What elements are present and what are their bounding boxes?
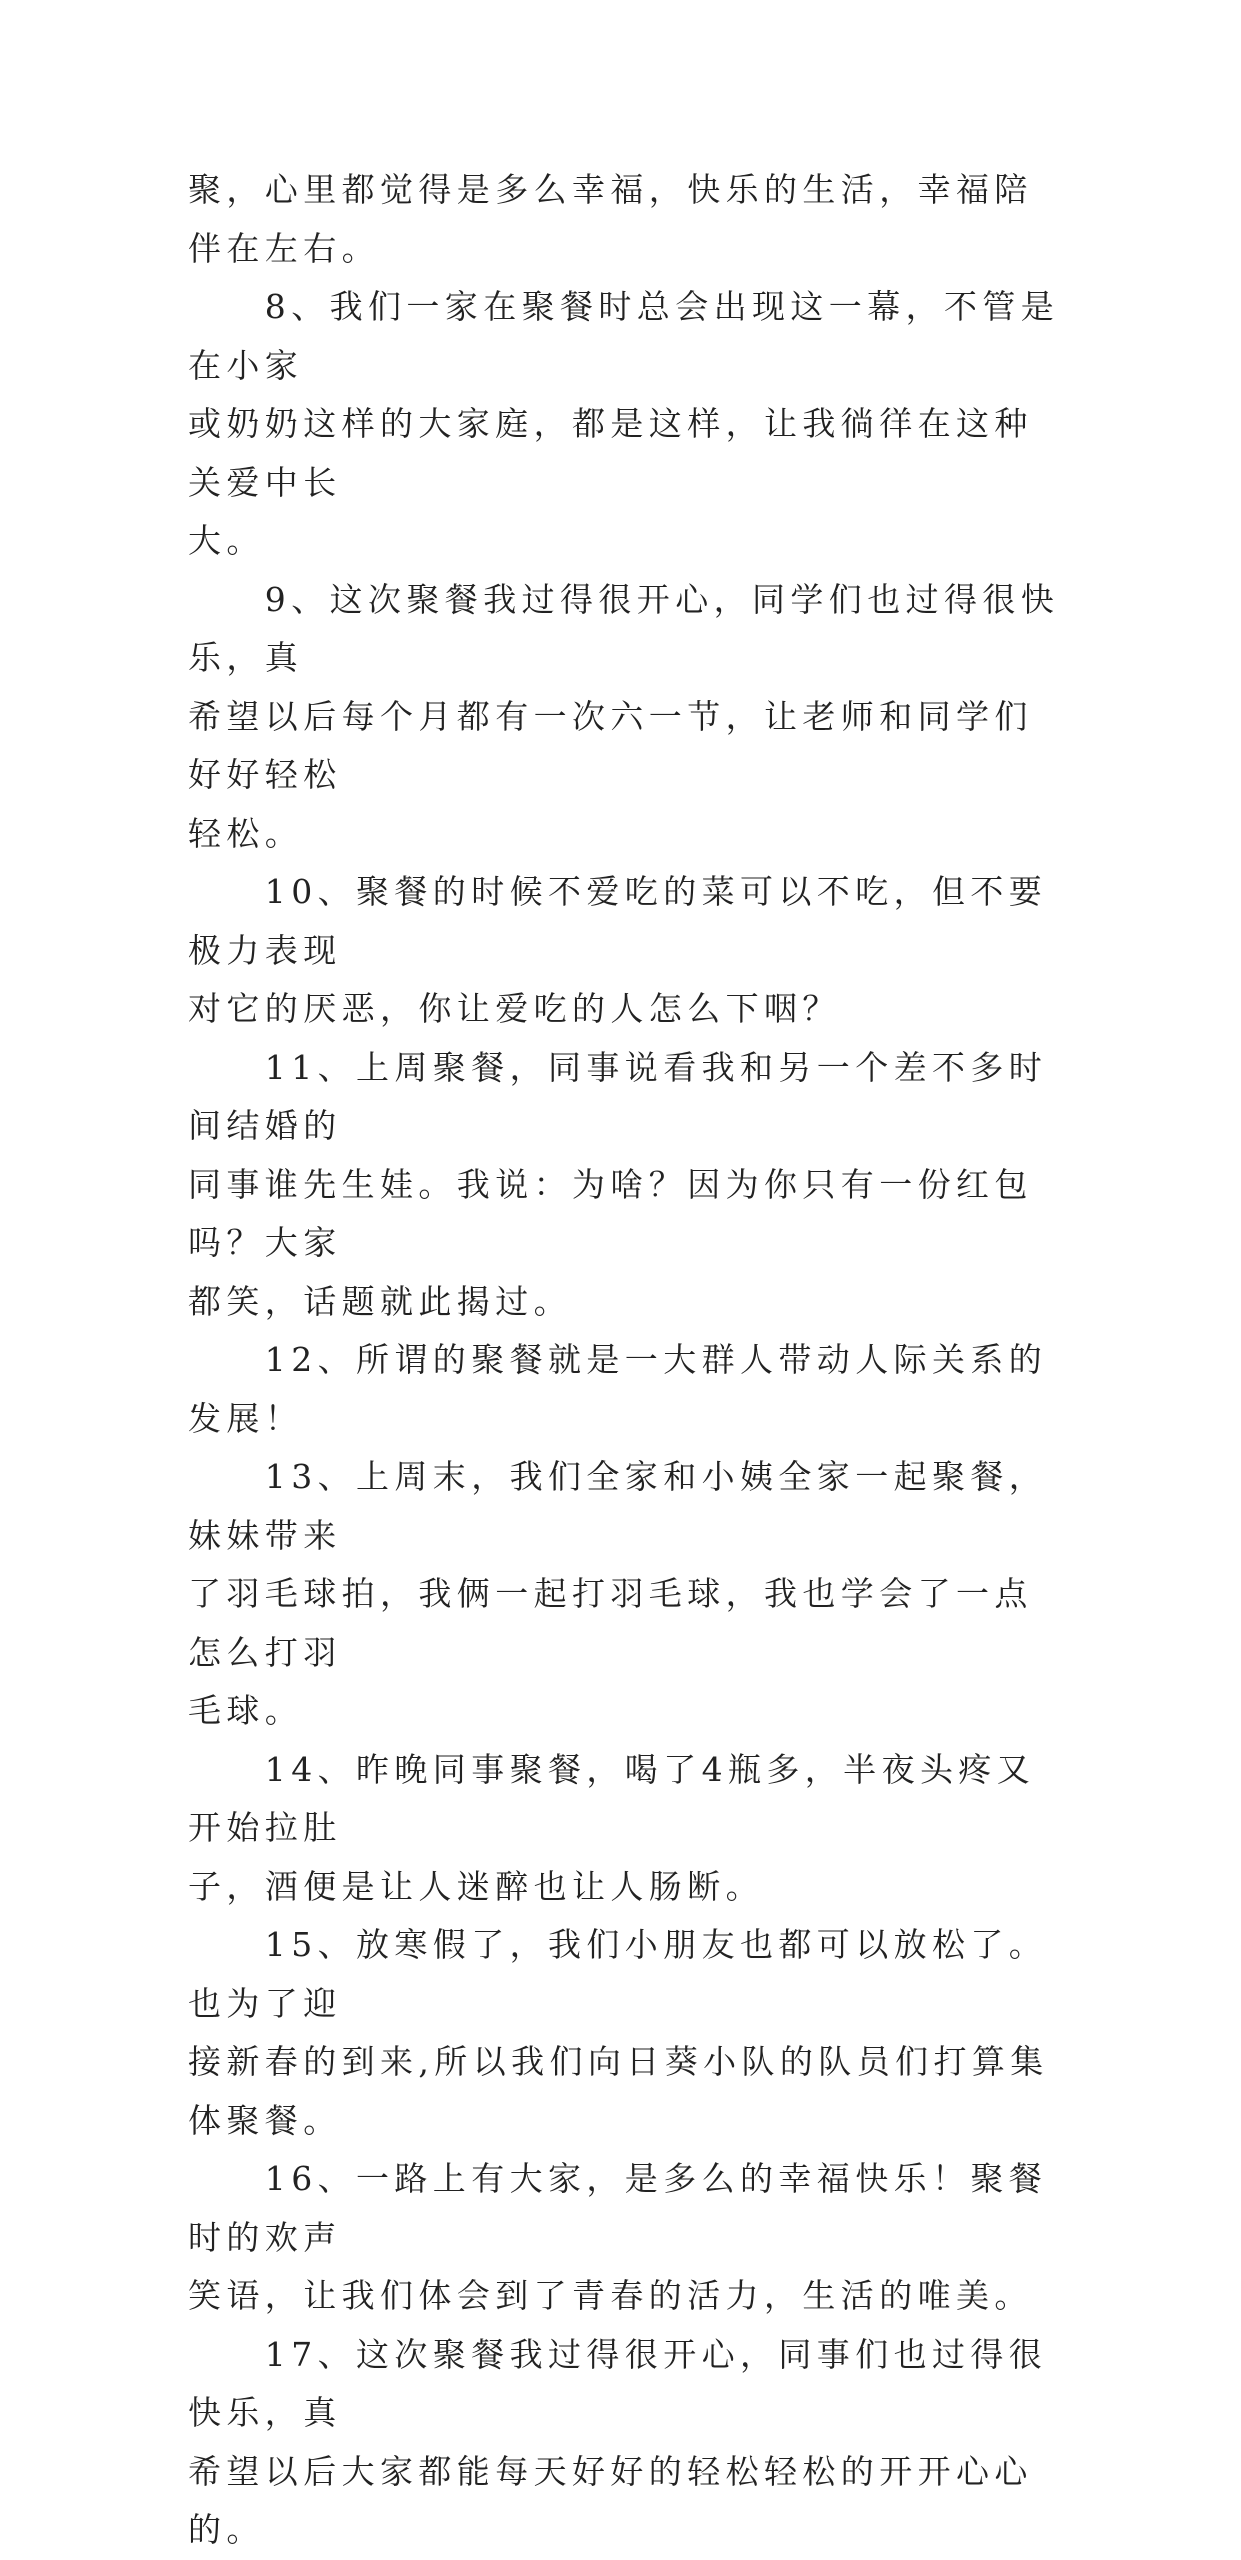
paragraph-item-8: 8、我们一家在聚餐时总会出现这一幕，不管是在小家 或奶奶这样的大家庭，都是这样，让我徜徉在这种关爱中长 大。 — [188, 287, 1060, 560]
paragraph-item-9: 9、这次聚餐我过得很开心，同学们也过得很快乐，真 希望以后每个月都有一次六一节，让老师和同学们好好轻松 轻松。 — [188, 579, 1060, 853]
paragraph-item-14: 14、昨晚同事聚餐，喝了4瓶多，半夜头疼又开始拉肚 子，酒便是让人迷醉也让人肠断。 — [188, 1749, 1036, 1906]
paragraph-item-16: 16、一路上有大家，是多么的幸福快乐！聚餐时的欢声 笑语，让我们体会到了青春的活力，生活的唯美。 — [188, 2159, 1048, 2315]
paragraph-item-10: 10、聚餐的时候不爱吃的菜可以不吃，但不要极力表现 对它的厌恶，你让爱吃的人怎么下咽？ — [188, 872, 1048, 1028]
paragraph-item-17: 17、这次聚餐我过得很开心，同事们也过得很快乐，真 希望以后大家都能每天好好的轻松轻松的开开心心的。 — [188, 2334, 1048, 2549]
paragraph-item-13: 13、上周末，我们全家和小姨全家一起聚餐，妹妹带来 了羽毛球拍，我俩一起打羽毛球，我也学会了一点怎么打羽 毛球。 — [188, 1457, 1048, 1730]
document-body — [188, 161, 1068, 2560]
paragraph-item-11: 11、上周聚餐，同事说看我和另一个差不多时间结婚的 同事谁先生娃。我说：为啥？因为你只有一份红包吗？大家 都笑，话题就此揭过。 — [188, 1047, 1048, 1321]
paragraph-item-15: 15、放寒假了，我们小朋友也都可以放松了。也为了迎 接新春的到来,所以我们向日葵小队的队员们打算集体聚餐。 — [188, 1925, 1049, 2140]
paragraph-item-12: 12、所谓的聚餐就是一大群人带动人际关系的发展！ — [188, 1340, 1048, 1438]
paragraph-continuation: 聚，心里都觉得是多么幸福，快乐的生活，幸福陪伴在左右。 — [188, 170, 1033, 268]
